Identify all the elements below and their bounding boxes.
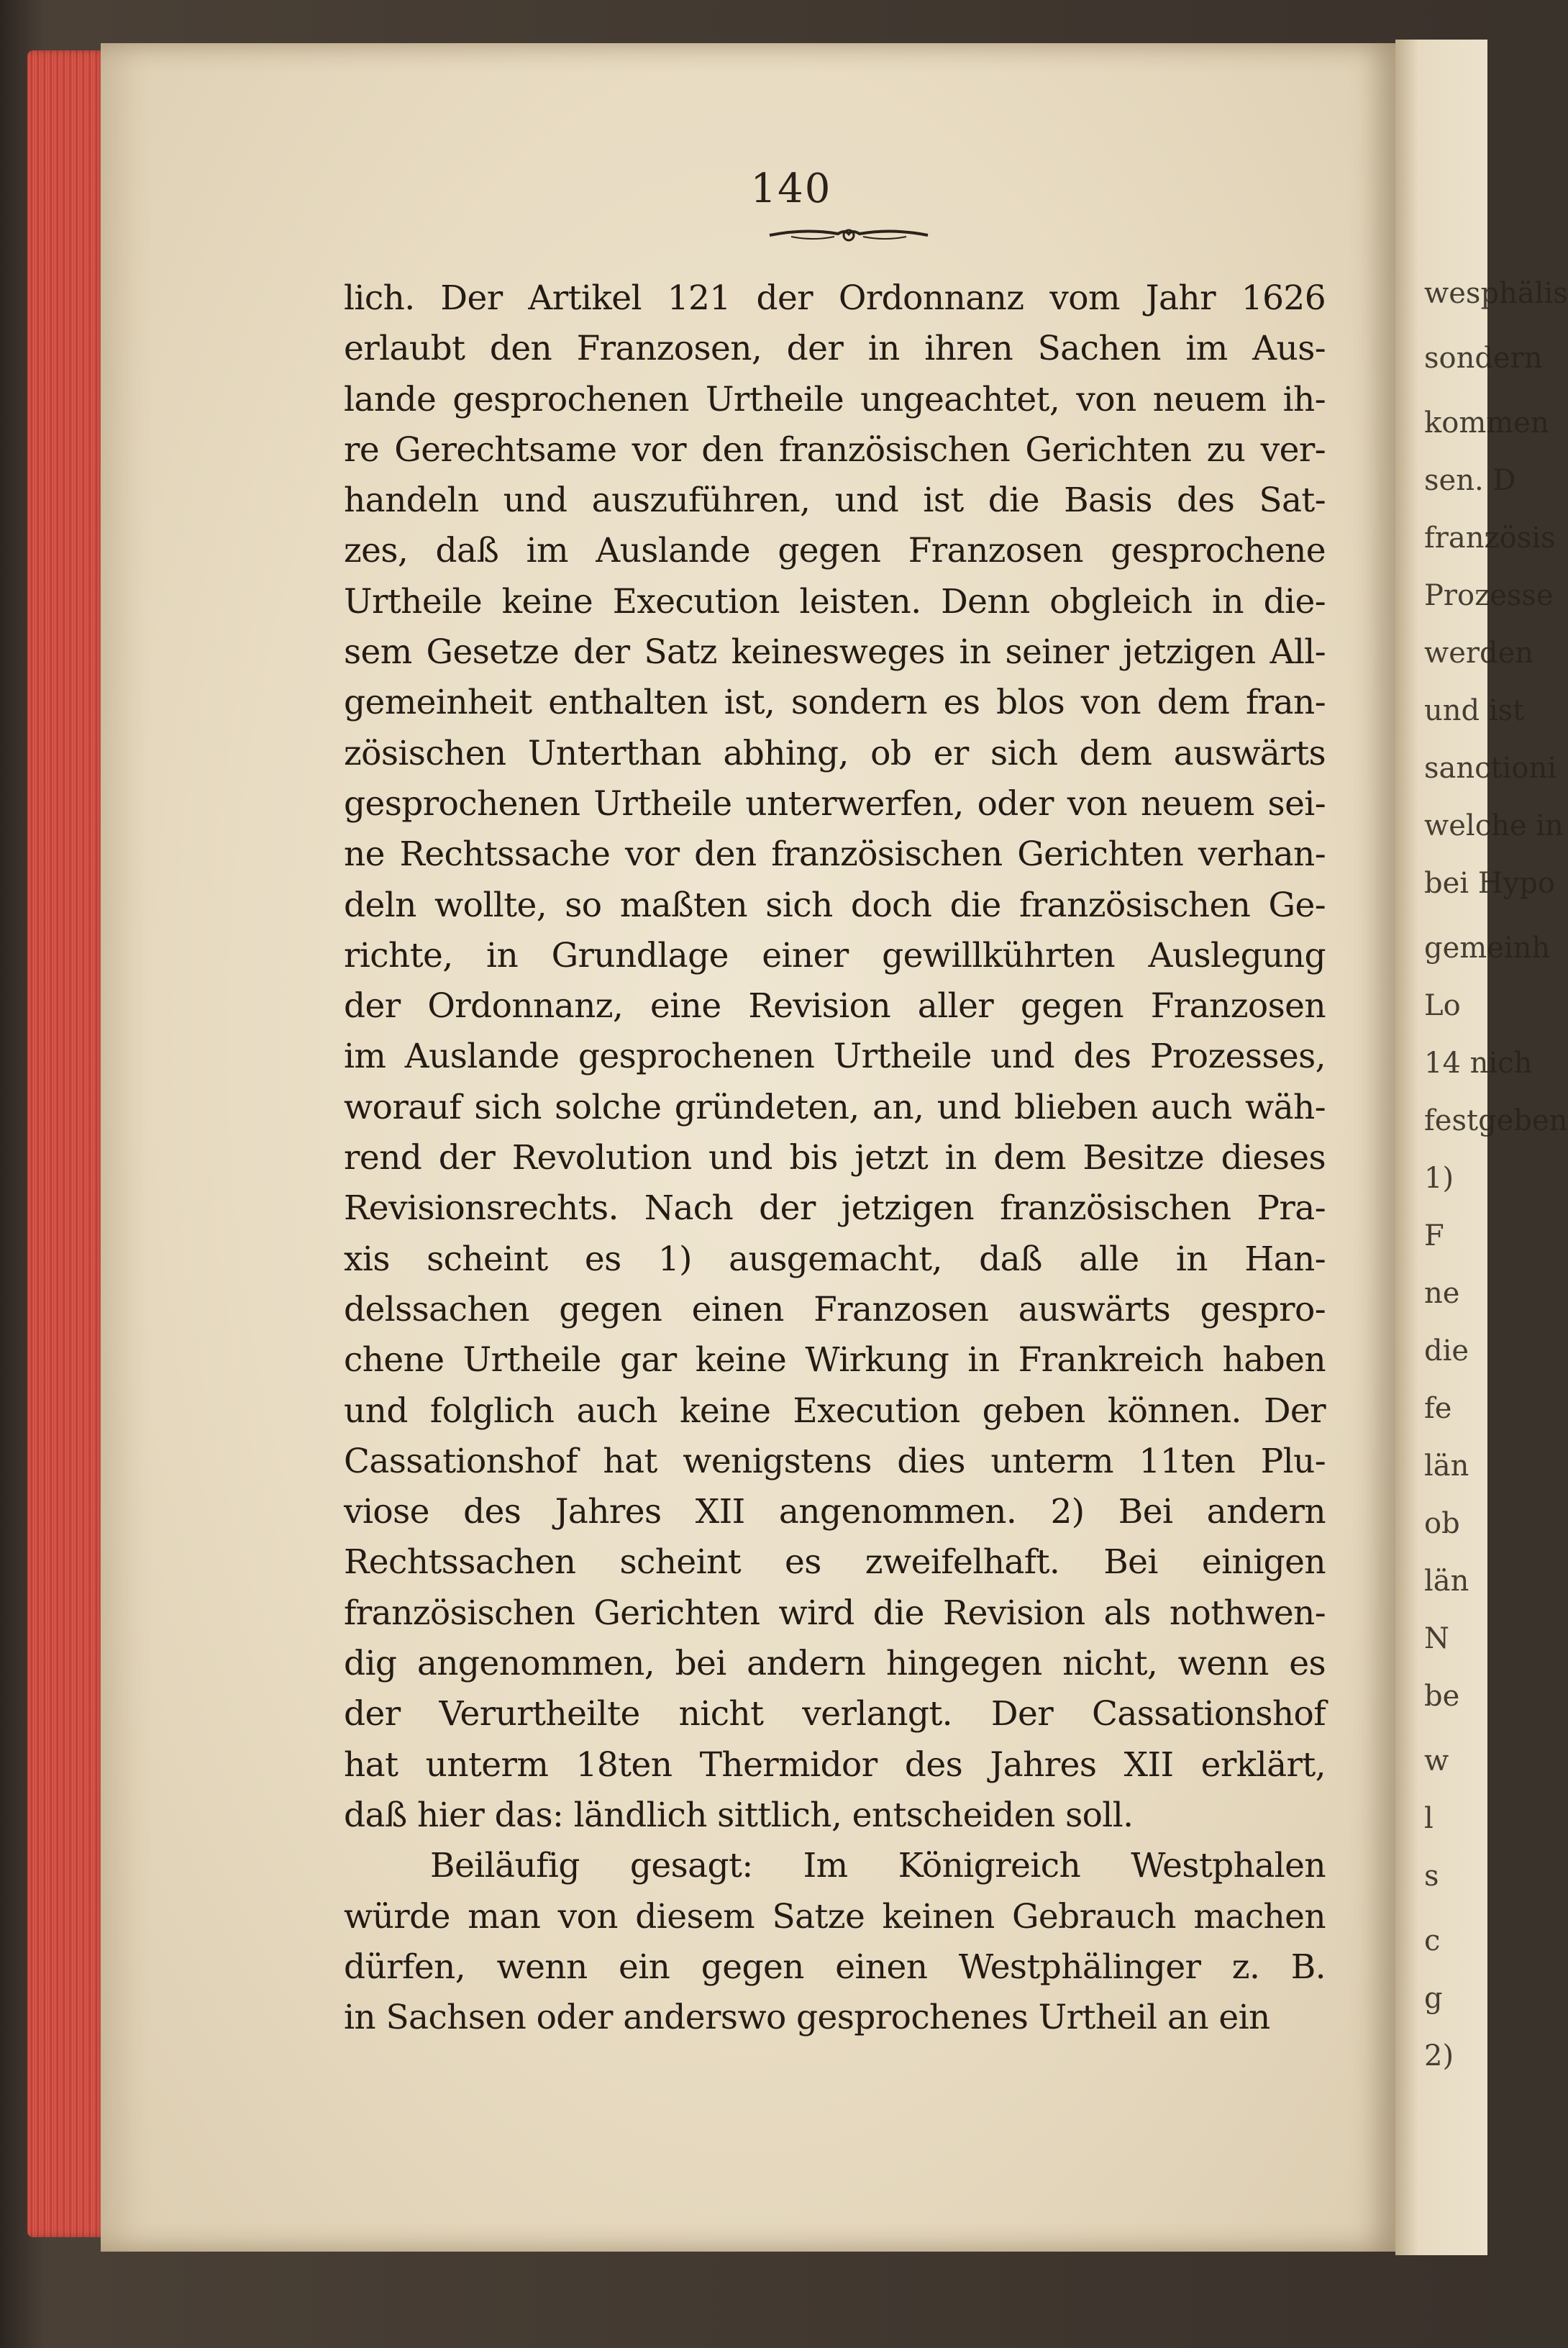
text-line: Urtheile keine Execution leisten. Denn obgleich in die- xyxy=(344,581,1326,622)
text-line: delssachen gegen einen Franzosen auswärts gespro- xyxy=(344,1289,1326,1329)
facing-page-fragment: län xyxy=(1424,1565,1469,1598)
facing-page-fragment: 2) xyxy=(1424,2039,1454,2072)
text-line: gemeinheit enthalten ist, sondern es blos von dem fran- xyxy=(344,683,1326,723)
facing-page-fragment: ne xyxy=(1424,1277,1460,1310)
text-line: deln wollte, so maßten sich doch die französischen Ge- xyxy=(344,885,1326,925)
text-line: würde man von diesem Satze keinen Gebrauch machen xyxy=(344,1896,1326,1937)
facing-page-fragment: die xyxy=(1424,1334,1469,1368)
facing-page-fragment: sanctioni xyxy=(1424,752,1557,785)
text-line: im Auslande gesprochenen Urtheile und des Prozesses, xyxy=(344,1037,1326,1077)
page-number: 140 xyxy=(750,165,832,212)
facing-page-fragment: l xyxy=(1424,1802,1433,1835)
text-line: lich. Der Artikel 121 der Ordonnanz vom Jahr 1626 xyxy=(344,278,1326,318)
text-line: gesprochenen Urtheile unterwerfen, oder von neuem sei- xyxy=(344,783,1326,824)
facing-page-fragment: wesphälis xyxy=(1424,277,1568,310)
facing-page-fragment: Prozesse xyxy=(1424,579,1554,612)
text-line: sem Gesetze der Satz keinesweges in seiner jetzigen All- xyxy=(344,632,1326,673)
ornament-divider xyxy=(762,219,935,248)
facing-page-fragment: län xyxy=(1424,1450,1469,1483)
facing-page-fragment: sen. D xyxy=(1424,464,1516,497)
facing-page-fragment: französis xyxy=(1424,522,1556,555)
text-line: worauf sich solche gründeten, an, und blieben auch wäh- xyxy=(344,1087,1326,1127)
facing-page-fragment: und ist xyxy=(1424,694,1525,727)
text-line: zösischen Unterthan abhing, ob er sich dem auswärts xyxy=(344,733,1326,773)
facing-page-fragment: c xyxy=(1424,1924,1441,1957)
text-line: Rechtssachen scheint es zweifelhaft. Bei einigen xyxy=(344,1542,1326,1583)
facing-page-fragment: fe xyxy=(1424,1392,1452,1425)
facing-page-fragment: werden xyxy=(1424,637,1534,670)
text-line: lande gesprochenen Urtheile ungeachtet, von neuem ih- xyxy=(344,379,1326,419)
facing-page-fragment: bei Hypo xyxy=(1424,867,1555,900)
text-line: xis scheint es 1) ausgemacht, daß alle in Han- xyxy=(344,1239,1326,1279)
facing-page-fragment: F xyxy=(1424,1219,1444,1252)
text-line: viose des Jahres XII angenommen. 2) Bei andern xyxy=(344,1492,1326,1532)
facing-page-fragment: 14 nich xyxy=(1424,1047,1533,1080)
text-line: und folglich auch keine Execution geben können. Der xyxy=(344,1391,1326,1431)
facing-page-fragment: be xyxy=(1424,1680,1460,1713)
text-line: zes, daß im Auslande gegen Franzosen gesprochene xyxy=(344,531,1326,571)
text-line: ne Rechtssache vor den französischen Gerichten verhan- xyxy=(344,834,1326,875)
facing-page-edge xyxy=(1395,40,1568,2255)
text-line: der Ordonnanz, eine Revision aller gegen Franzosen xyxy=(344,986,1326,1027)
text-line: dig angenommen, bei andern hingegen nicht, wenn es xyxy=(344,1644,1326,1684)
text-line: erlaubt den Franzosen, der in ihren Sachen im Aus- xyxy=(344,329,1326,369)
facing-page-fragment: w xyxy=(1424,1744,1449,1778)
facing-page-fragment: kommen xyxy=(1424,406,1549,440)
body-text xyxy=(344,273,1326,2043)
text-line: französischen Gerichten wird die Revision als nothwen- xyxy=(344,1593,1326,1633)
text-line: der Verurtheilte nicht verlangt. Der Cassationshof xyxy=(344,1694,1326,1734)
facing-page-fragment: 1) xyxy=(1424,1162,1454,1195)
facing-page-fragment: gemeinh xyxy=(1424,932,1551,965)
text-line: in Sachsen oder anderswo gesprochenes Urtheil an ein xyxy=(344,1998,1270,2038)
text-line: richte, in Grundlage einer gewillkührten Auslegung xyxy=(344,935,1326,975)
text-line: handeln und auszuführen, und ist die Basis des Sat- xyxy=(344,481,1326,521)
text-line: re Gerechtsame vor den französischen Gerichten zu ver- xyxy=(344,429,1326,470)
facing-page-fragment: ob xyxy=(1424,1507,1460,1540)
text-line: daß hier das: ländlich sittlich, entscheiden soll. xyxy=(344,1795,1134,1835)
facing-page-fragment: welche in xyxy=(1424,809,1564,842)
text-line: hat unterm 18ten Thermidor des Jahres XII erklärt, xyxy=(344,1744,1326,1785)
facing-page-fragment: festgeben xyxy=(1424,1104,1568,1137)
text-line: Revisionsrechts. Nach der jetzigen französischen Pra- xyxy=(344,1188,1326,1229)
text-line: Beiläufig gesagt: Im Königreich Westphalen xyxy=(430,1846,1326,1886)
facing-page-fragment: g xyxy=(1424,1982,1443,2015)
page-edges xyxy=(27,50,106,2237)
facing-page-fragment: Lo xyxy=(1424,989,1461,1022)
text-line: Cassationshof hat wenigstens dies unterm 11ten Plu- xyxy=(344,1441,1326,1481)
text-line: chene Urtheile gar keine Wirkung in Frankreich haben xyxy=(344,1340,1326,1380)
text-line: rend der Revolution und bis jetzt in dem Besitze dieses xyxy=(344,1138,1326,1178)
facing-page-fragment: sondern xyxy=(1424,342,1543,375)
text-line: dürfen, wenn ein gegen einen Westphälinger z. B. xyxy=(344,1947,1326,1987)
facing-page-fragment: N xyxy=(1424,1622,1449,1655)
facing-page-fragment: s xyxy=(1424,1860,1439,1893)
